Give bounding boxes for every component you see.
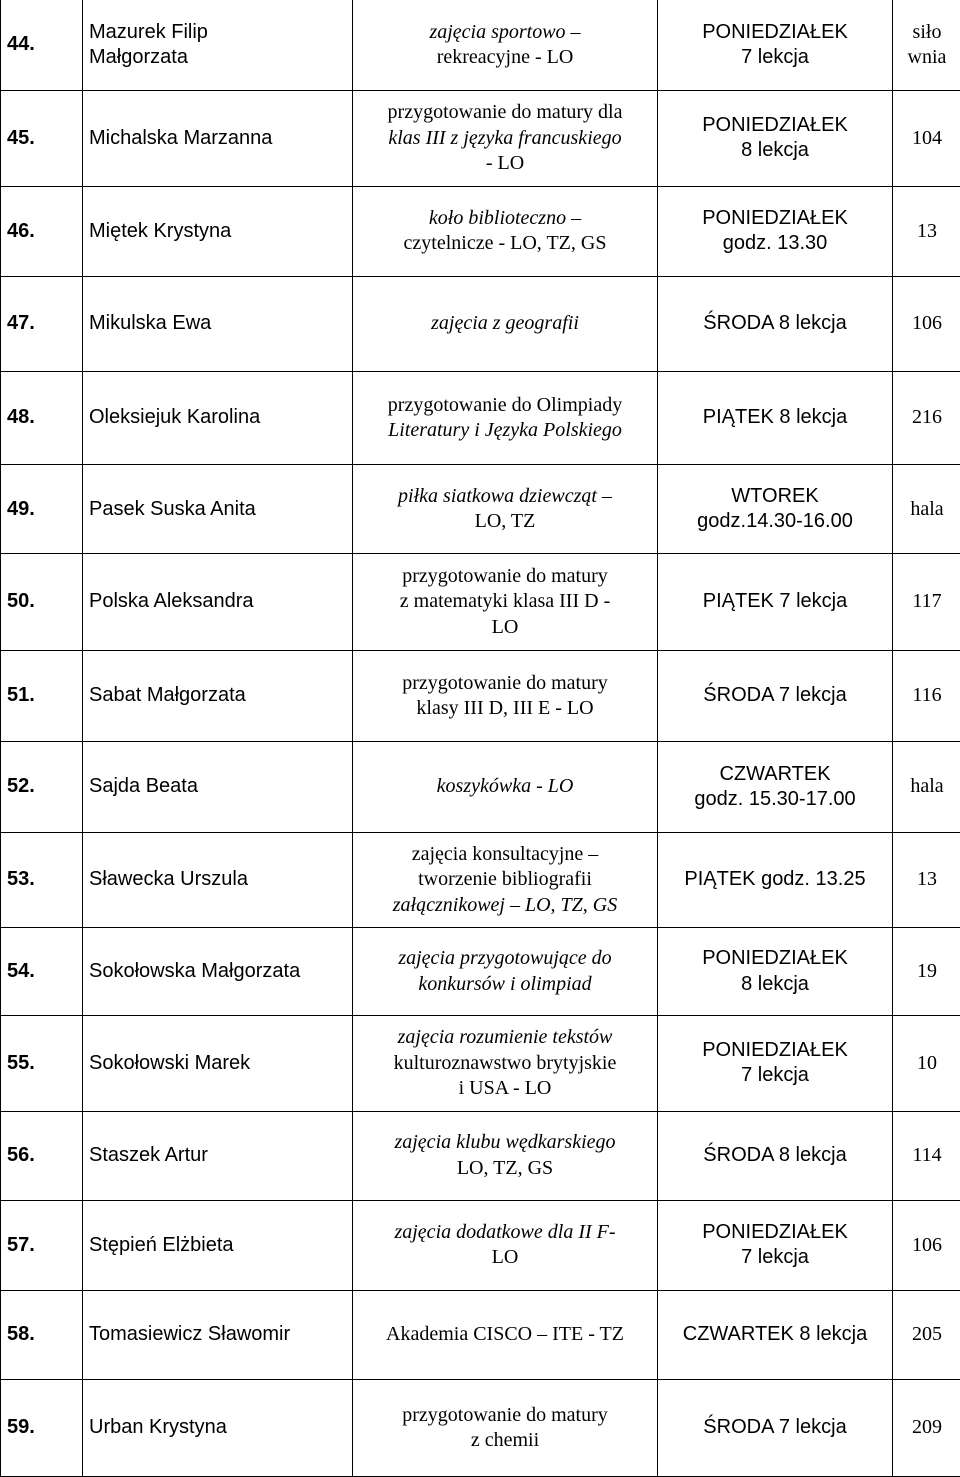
row-number: 45. xyxy=(1,91,83,187)
schedule-time-line: PONIEDZIAŁEK xyxy=(702,1221,848,1244)
schedule-time xyxy=(658,91,893,187)
room-line: siło xyxy=(912,20,942,43)
activity-description xyxy=(353,277,658,372)
activity-description xyxy=(353,1015,658,1111)
row-number: 46. xyxy=(1,186,83,277)
row-number: 44. xyxy=(1,0,83,91)
activity-line: zajęcia rozumienie tekstów xyxy=(397,1026,613,1049)
teacher-name-line: Polska Aleksandra xyxy=(89,590,254,613)
activity-line: z matematyki klasa III D - xyxy=(399,590,611,613)
table-row xyxy=(1,928,960,1016)
schedule-time xyxy=(658,465,893,554)
room-line: 216 xyxy=(912,406,942,429)
schedule-time-line: ŚRODA 7 lekcja xyxy=(703,684,847,707)
activity-description xyxy=(353,371,658,465)
schedule-time-line: godz. 13.30 xyxy=(722,232,828,255)
activity-line: LO xyxy=(491,615,519,638)
activity-line: LO, TZ xyxy=(474,510,536,533)
schedule-time-line: PONIEDZIAŁEK xyxy=(702,947,848,970)
row-number: 52. xyxy=(1,742,83,833)
activity-description xyxy=(353,650,658,742)
table-row xyxy=(1,465,960,554)
room xyxy=(893,0,960,91)
activity-line: piłka siatkowa dziewcząt – xyxy=(398,484,612,507)
schedule-time xyxy=(658,186,893,277)
schedule-time xyxy=(658,1015,893,1111)
activity-line: kulturoznawstwo brytyjskie xyxy=(393,1051,617,1074)
activity-line: przygotowanie do matury dla xyxy=(387,101,623,124)
schedule-time-line: ŚRODA 8 lekcja xyxy=(703,1144,847,1167)
table-row xyxy=(1,832,960,928)
teacher-name xyxy=(83,832,353,928)
teacher-name-line: Sławecka Urszula xyxy=(89,868,248,891)
table-row xyxy=(1,1015,960,1111)
schedule-time-line: 8 lekcja xyxy=(741,139,809,162)
table-body xyxy=(1,0,960,1477)
row-number: 57. xyxy=(1,1201,83,1291)
teacher-name xyxy=(83,928,353,1016)
schedule-time-line: 8 lekcja xyxy=(741,972,809,995)
row-number: 47. xyxy=(1,277,83,372)
schedule-time xyxy=(658,742,893,833)
schedule-time xyxy=(658,928,893,1016)
teacher-name-line: Oleksiejuk Karolina xyxy=(89,406,261,429)
schedule-time-line: ŚRODA 7 lekcja xyxy=(703,1416,847,1439)
teacher-name-line: Staszek Artur xyxy=(89,1144,208,1167)
activity-line: czytelnicze - LO, TZ, GS xyxy=(403,232,607,255)
row-number: 48. xyxy=(1,371,83,465)
schedule-time-line: godz.14.30-16.00 xyxy=(697,510,853,533)
schedule-time xyxy=(658,371,893,465)
schedule-time-line: PONIEDZIAŁEK xyxy=(702,113,848,136)
activity-line: przygotowanie do matury xyxy=(402,564,608,587)
teacher-name xyxy=(83,0,353,91)
table-row xyxy=(1,554,960,651)
schedule-time xyxy=(658,650,893,742)
activity-description xyxy=(353,91,658,187)
teacher-name-line: Mikulska Ewa xyxy=(89,312,212,335)
schedule-time-line: 7 lekcja xyxy=(741,1246,809,1269)
room xyxy=(893,91,960,187)
activity-description xyxy=(353,1290,658,1380)
table-row xyxy=(1,0,960,91)
teacher-name xyxy=(83,742,353,833)
activity-line: konkursów i olimpiad xyxy=(418,972,592,995)
room xyxy=(893,1380,960,1477)
room-line: 10 xyxy=(917,1051,937,1074)
schedule-time xyxy=(658,1380,893,1477)
schedule-time-line: PONIEDZIAŁEK xyxy=(702,1038,848,1061)
activity-description xyxy=(353,0,658,91)
teacher-name xyxy=(83,465,353,554)
activity-description xyxy=(353,742,658,833)
teacher-name-line: Michalska Marzanna xyxy=(89,126,273,149)
activity-description xyxy=(353,554,658,651)
activity-line: koszykówka - LO xyxy=(436,775,574,798)
room-line: hala xyxy=(910,775,944,798)
teacher-name xyxy=(83,371,353,465)
activity-line: zajęcia sportowo – xyxy=(429,20,581,43)
room xyxy=(893,277,960,372)
schedule-time-line: ŚRODA 8 lekcja xyxy=(703,312,847,335)
room-line: 13 xyxy=(917,219,937,242)
schedule-time-line: PIĄTEK godz. 13.25 xyxy=(684,868,866,891)
teacher-name-line: Stępień Elżbieta xyxy=(89,1233,234,1256)
activity-description xyxy=(353,1380,658,1477)
schedule-time-line: PIĄTEK 7 lekcja xyxy=(702,590,848,613)
room xyxy=(893,1015,960,1111)
schedule-time-line: PONIEDZIAŁEK xyxy=(702,207,848,230)
room-line: 13 xyxy=(917,868,937,891)
teacher-name-line: Mazurek Filip xyxy=(89,20,208,43)
activity-line: klasy III D, III E - LO xyxy=(416,696,594,719)
teacher-name-line: Urban Krystyna xyxy=(89,1416,227,1439)
room-line: 117 xyxy=(912,590,942,613)
table-row xyxy=(1,1290,960,1380)
activity-line: LO, TZ, GS xyxy=(456,1156,554,1179)
activity-line: przygotowanie do matury xyxy=(402,671,608,694)
schedule-time xyxy=(658,554,893,651)
row-number: 55. xyxy=(1,1015,83,1111)
activity-line: Akademia CISCO – ITE - TZ xyxy=(386,1323,624,1346)
activity-line: z chemii xyxy=(470,1429,540,1452)
row-number: 59. xyxy=(1,1380,83,1477)
row-number: 58. xyxy=(1,1290,83,1380)
room-line: hala xyxy=(910,497,944,520)
schedule-time-line: PONIEDZIAŁEK xyxy=(702,20,848,43)
row-number: 49. xyxy=(1,465,83,554)
activity-line: zajęcia klubu wędkarskiego xyxy=(394,1131,616,1154)
teacher-name xyxy=(83,186,353,277)
row-number: 50. xyxy=(1,554,83,651)
room-line: wnia xyxy=(907,46,947,69)
teacher-name-line: Małgorzata xyxy=(89,46,188,69)
schedule-time-line: 7 lekcja xyxy=(741,46,809,69)
teacher-name xyxy=(83,1015,353,1111)
room xyxy=(893,371,960,465)
table-row xyxy=(1,650,960,742)
activity-line: - LO xyxy=(485,152,525,175)
activity-description xyxy=(353,186,658,277)
table-row xyxy=(1,1111,960,1201)
schedule-time xyxy=(658,1290,893,1380)
teacher-name-line: Sokołowski Marek xyxy=(89,1051,251,1074)
teacher-name xyxy=(83,1290,353,1380)
table-row xyxy=(1,742,960,833)
room-line: 209 xyxy=(912,1416,942,1439)
room xyxy=(893,832,960,928)
activity-description xyxy=(353,1201,658,1291)
room xyxy=(893,742,960,833)
schedule-time xyxy=(658,1111,893,1201)
activity-line: rekreacyjne - LO xyxy=(436,46,574,69)
room xyxy=(893,186,960,277)
activity-line: Literatury i Języka Polskiego xyxy=(388,419,622,442)
activity-description xyxy=(353,465,658,554)
room xyxy=(893,1111,960,1201)
teacher-name-line: Miętek Krystyna xyxy=(89,219,232,242)
schedule-time-line: CZWARTEK 8 lekcja xyxy=(682,1323,868,1346)
activity-description xyxy=(353,928,658,1016)
activity-line: zajęcia dodatkowe dla II F- xyxy=(394,1221,616,1244)
schedule-time-line: WTOREK xyxy=(731,484,819,507)
room xyxy=(893,554,960,651)
schedule-time-line: CZWARTEK xyxy=(719,762,831,785)
activity-description xyxy=(353,1111,658,1201)
room-line: 104 xyxy=(912,126,942,149)
schedule-time-line: godz. 15.30-17.00 xyxy=(694,787,856,810)
activity-line: przygotowanie do Olimpiady xyxy=(387,393,623,416)
table-row xyxy=(1,1380,960,1477)
activity-line: zajęcia konsultacyjne – xyxy=(411,843,599,865)
schedule-time-line: 7 lekcja xyxy=(741,1064,809,1087)
table-row xyxy=(1,186,960,277)
room-line: 114 xyxy=(912,1144,942,1167)
schedule-time-line: PIĄTEK 8 lekcja xyxy=(702,406,848,429)
teacher-name xyxy=(83,1380,353,1477)
table-row xyxy=(1,371,960,465)
activity-line: zajęcia z geografii xyxy=(431,312,579,335)
room-line: 205 xyxy=(912,1323,942,1346)
table-row xyxy=(1,1201,960,1291)
row-number: 54. xyxy=(1,928,83,1016)
activity-description xyxy=(353,832,658,928)
activity-line: i USA - LO xyxy=(458,1076,552,1099)
room xyxy=(893,465,960,554)
teacher-name xyxy=(83,554,353,651)
row-number: 51. xyxy=(1,650,83,742)
teacher-name xyxy=(83,277,353,372)
room-line: 106 xyxy=(912,312,942,335)
activity-line: klas III z języka francuskiego xyxy=(388,126,622,149)
schedule-time xyxy=(658,0,893,91)
row-number: 56. xyxy=(1,1111,83,1201)
table-row xyxy=(1,277,960,372)
activity-line: LO xyxy=(491,1246,519,1269)
teacher-name xyxy=(83,1111,353,1201)
teacher-name xyxy=(83,91,353,187)
room-line: 106 xyxy=(912,1233,942,1256)
teacher-name-line: Tomasiewicz Sławomir xyxy=(89,1323,291,1346)
room-line: 116 xyxy=(912,684,942,707)
schedule-time xyxy=(658,277,893,372)
teacher-name-line: Sajda Beata xyxy=(89,775,198,798)
room xyxy=(893,1290,960,1380)
teacher-name-line: Sokołowska Małgorzata xyxy=(89,959,301,982)
activity-line: tworzenie bibliografii xyxy=(418,868,592,891)
teacher-name-line: Sabat Małgorzata xyxy=(89,684,246,707)
activity-line: załącznikowej – LO, TZ, GS xyxy=(392,893,618,916)
table-row xyxy=(1,91,960,187)
room xyxy=(893,650,960,742)
teacher-name-line: Pasek Suska Anita xyxy=(89,497,256,520)
schedule-time xyxy=(658,1201,893,1291)
activity-line: przygotowanie do matury xyxy=(402,1403,608,1426)
activity-line: zajęcia przygotowujące do xyxy=(398,947,612,970)
activity-line: koło biblioteczno – xyxy=(428,207,582,230)
row-number: 53. xyxy=(1,832,83,928)
room-line: 19 xyxy=(917,959,937,982)
room xyxy=(893,928,960,1016)
schedule-time xyxy=(658,832,893,928)
room xyxy=(893,1201,960,1291)
teacher-name xyxy=(83,650,353,742)
teacher-name xyxy=(83,1201,353,1291)
